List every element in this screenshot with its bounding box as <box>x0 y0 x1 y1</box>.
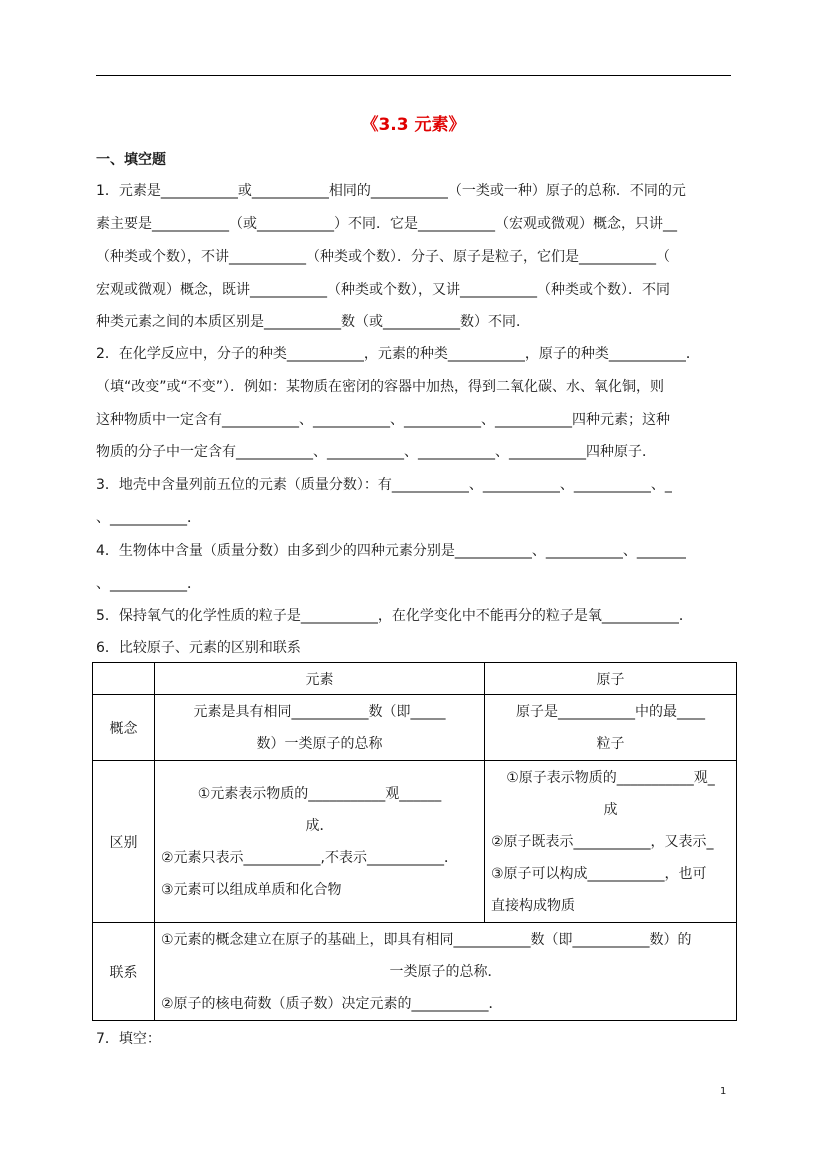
question-7: 7．填空： <box>96 1031 161 1047</box>
cell-line: 成 <box>603 801 618 818</box>
q2-line: 物质的分子中一定含有___________、___________、___________、___________四种原子． <box>96 444 656 460</box>
q2-line: 这种物质中一定含有___________、___________、___________、___________四种元素；这种 <box>96 412 670 428</box>
header-atom: 原子 <box>485 663 737 695</box>
q2-line: （填“改变”或“不变”）．例如：某物质在密闭的容器中加热，得到二氧化碳、水、氧化铜，则 <box>96 379 665 395</box>
q1-line: 素主要是___________（或___________）不同．它是___________（宏观或微观）概念，只讲__ <box>96 216 677 232</box>
cell-line: 元素是具有相同___________数（即_____ <box>193 703 446 720</box>
cell-line: ①原子表示物质的___________观_ <box>506 769 715 786</box>
link-cell <box>155 923 737 1021</box>
question-6: 6．比较原子、元素的区别和联系 <box>96 640 301 656</box>
difference-element-cell <box>155 761 485 923</box>
row-label-difference: 区别 <box>93 761 155 923</box>
q1-line: 1．元素是___________或___________相同的___________（一类或一种）原子的总称．不同的元 <box>96 183 686 199</box>
q2-line: 2．在化学反应中，分子的种类___________，元素的种类___________，原子的种类___________． <box>96 346 700 362</box>
table-row-link <box>93 923 737 1021</box>
table-header-row <box>93 663 737 695</box>
comparison-table <box>92 662 737 1021</box>
table-corner-cell <box>93 663 155 695</box>
cell-line: 直接构成物质 <box>491 897 575 914</box>
concept-element-cell <box>155 695 485 761</box>
cell-line: 数）一类原子的总称 <box>256 735 383 752</box>
concept-atom-cell <box>485 695 737 761</box>
cell-line: ③元素可以组成单质和化合物 <box>161 881 342 898</box>
q4-line: 4．生物体中含量（质量分数）由多到少的四种元素分别是___________、___________、_______ <box>96 543 686 559</box>
header-rule <box>96 75 731 76</box>
difference-atom-cell <box>485 761 737 923</box>
row-label-concept: 概念 <box>93 695 155 761</box>
q1-line: （种类或个数），不讲___________（种类或个数）．分子、原子是粒子，它们是___________（ <box>96 249 670 265</box>
table-row-concept <box>93 695 737 761</box>
q4-line: 、___________． <box>96 576 201 592</box>
cell-line: 一类原子的总称． <box>389 963 502 980</box>
q3-line: 、___________． <box>96 510 201 526</box>
section-heading: 一、填空题 <box>96 152 166 168</box>
cell-line: ③原子可以构成___________，也可 <box>491 865 707 882</box>
q1-line: 种类元素之间的本质区别是___________数（或___________数）不同． <box>96 314 530 330</box>
question-5: 5．保持氧气的化学性质的粒子是___________，在化学变化中不能再分的粒子是氧___________． <box>96 608 693 624</box>
header-element: 元素 <box>155 663 485 695</box>
cell-line: ②原子的核电荷数（质子数）决定元素的___________． <box>161 995 503 1012</box>
cell-line: 成． <box>305 817 334 834</box>
row-label-link: 联系 <box>93 923 155 1021</box>
cell-line: 粒子 <box>596 735 625 752</box>
table-row-difference <box>93 761 737 923</box>
cell-line: ②元素只表示___________,不表示___________． <box>161 849 459 866</box>
page-title: 《3.3 元素》 <box>361 115 466 135</box>
cell-line: ②原子既表示___________，又表示_ <box>491 833 714 850</box>
cell-line: 原子是___________中的最____ <box>516 703 705 720</box>
page-number: 1 <box>720 1086 727 1097</box>
q1-line: 宏观或微观）概念，既讲___________（种类或个数），又讲___________（种类或个数）．不同 <box>96 282 670 298</box>
cell-line: ①元素表示物质的___________观______ <box>197 785 442 802</box>
q3-line: 3．地壳中含量列前五位的元素（质量分数）：有___________、___________、___________、_ <box>96 477 672 493</box>
cell-line: ①元素的概念建立在原子的基础上，即具有相同___________数（即___________数）的 <box>161 931 692 948</box>
